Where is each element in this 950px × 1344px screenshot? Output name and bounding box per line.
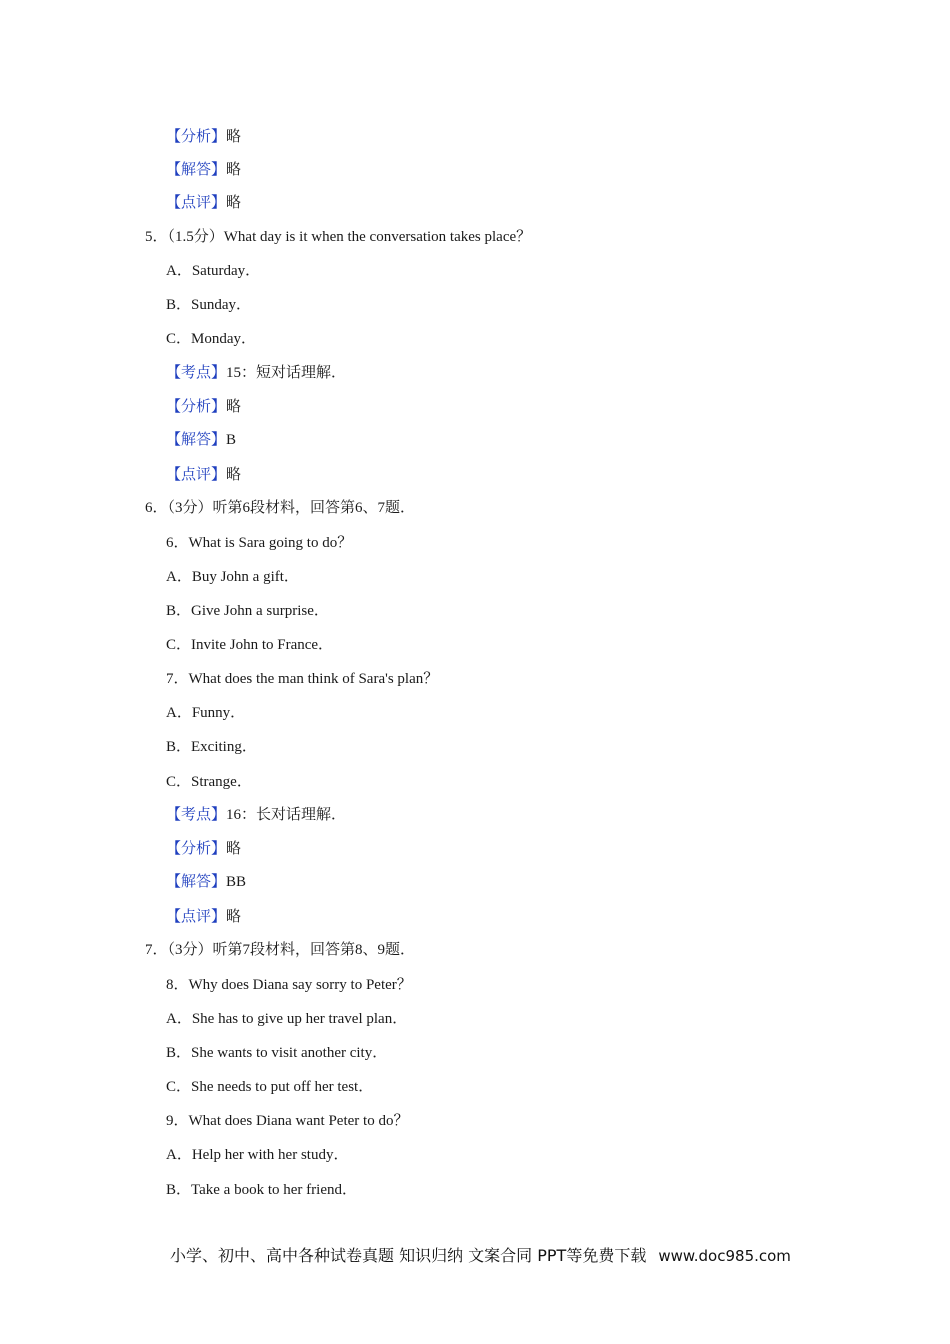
page-footer — [170, 1245, 791, 1267]
q7-sub1-option-b: B．She wants to visit another city． — [166, 1045, 388, 1061]
q7-sub2-option-a: A．Help her with her study． — [166, 1147, 349, 1163]
q7-sub1-stem: 8．Why does Diana say sorry to Peter？ — [166, 977, 412, 993]
q5-point — [166, 363, 346, 383]
q7-sub2-stem: 9．What does Diana want Peter to do？ — [166, 1113, 409, 1129]
q5-answer — [166, 430, 236, 450]
point-tag: 【考点】 — [166, 807, 227, 823]
q5-option-a: A．Saturday． — [166, 263, 261, 279]
q6-sub1-option-b: B．Give John a surprise． — [166, 603, 329, 619]
comment-text: 略 — [226, 195, 242, 211]
answer-tag: 【解答】 — [166, 432, 227, 448]
q4-answer — [166, 160, 241, 180]
comment-tag: 【点评】 — [166, 195, 227, 211]
answer-tag: 【解答】 — [166, 874, 227, 890]
footer-text: 小学、初中、高中各种试卷真题 知识归纳 文案合同 PPT等免费下载 — [170, 1246, 647, 1265]
q6-stem: 6．（3分）听第6段材料，回答第6、7题． — [145, 500, 416, 516]
analysis-text: 略 — [226, 129, 242, 145]
q5-option-c: C．Monday． — [166, 331, 257, 347]
analysis-tag: 【分析】 — [166, 129, 227, 145]
q4-analysis — [166, 127, 241, 147]
comment-text: 略 — [226, 467, 242, 483]
q5-comment — [166, 465, 241, 485]
analysis-text: 略 — [226, 399, 242, 415]
q6-comment — [166, 907, 241, 927]
answer-text: B — [226, 432, 237, 448]
q7-sub1-option-a: A．She has to give up her travel plan． — [166, 1011, 408, 1027]
q6-sub1-stem: 6．What is Sara going to do？ — [166, 535, 353, 551]
q4-comment — [166, 193, 241, 213]
comment-tag: 【点评】 — [166, 909, 227, 925]
q5-analysis — [166, 397, 241, 417]
answer-text: 略 — [226, 162, 242, 178]
q6-sub1-option-a: A．Buy John a gift． — [166, 569, 299, 585]
q6-analysis — [166, 839, 241, 859]
q7-stem: 7．（3分）听第7段材料，回答第8、9题． — [145, 942, 416, 958]
comment-text: 略 — [226, 909, 242, 925]
q5-option-b: B．Sunday． — [166, 297, 252, 313]
q5-stem: 5．（1.5分）What day is it when the conversation takes place？ — [145, 229, 532, 245]
answer-tag: 【解答】 — [166, 162, 227, 178]
analysis-text: 略 — [226, 841, 242, 857]
q6-point — [166, 805, 346, 825]
point-tag: 【考点】 — [166, 365, 227, 381]
footer-url[interactable]: www.doc985.com — [658, 1247, 791, 1265]
q6-sub1-option-c: C．Invite John to France． — [166, 637, 334, 653]
q6-answer — [166, 872, 246, 892]
comment-tag: 【点评】 — [166, 467, 227, 483]
q6-sub2-option-b: B．Exciting． — [166, 739, 257, 755]
analysis-tag: 【分析】 — [166, 399, 227, 415]
analysis-tag: 【分析】 — [166, 841, 227, 857]
q6-sub2-option-c: C．Strange． — [166, 774, 252, 790]
q7-sub1-option-c: C．She needs to put off her test． — [166, 1079, 374, 1095]
point-text: 16：长对话理解． — [226, 807, 347, 823]
answer-text: BB — [226, 874, 247, 890]
point-text: 15：短对话理解． — [226, 365, 347, 381]
q6-sub2-option-a: A．Funny． — [166, 705, 246, 721]
q7-sub2-option-b: B．Take a book to her friend． — [166, 1182, 357, 1198]
q6-sub2-stem: 7．What does the man think of Sara's plan？ — [166, 671, 439, 687]
